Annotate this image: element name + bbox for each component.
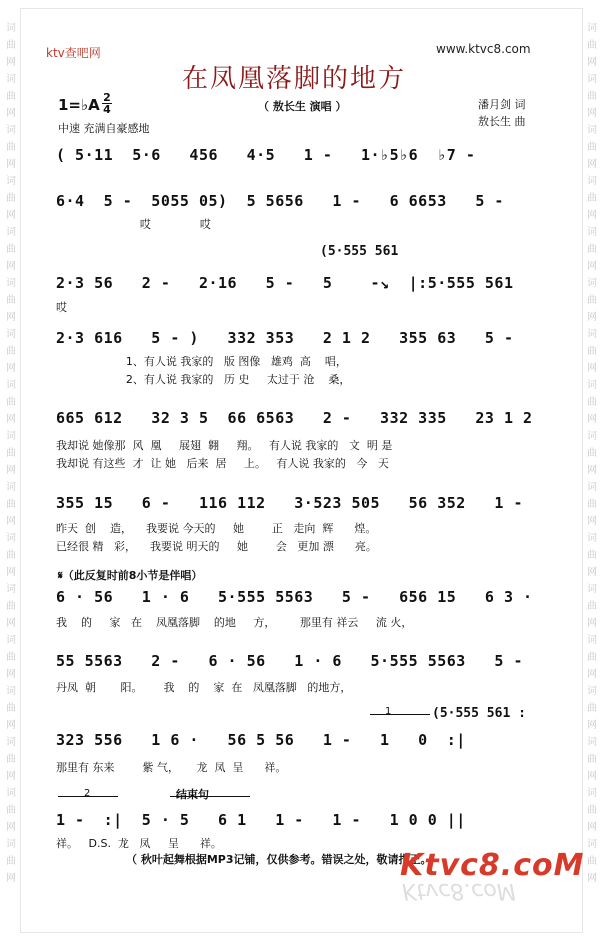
score-row-10: 1 - :| 5 · 5 6 1 1 - 1 - 1 0 0 || [56,811,466,829]
score-row-9: 323 556 1 6 · 56 5 56 1 - 1 0 :| [56,731,466,749]
site-logo-reflection: Ktvc8.coM [402,878,516,903]
score-row-8: 55 5563 2 - 6 · 56 1 · 6 5·555 5563 5 - [56,652,524,670]
lyric-row-3: 哎 [56,301,67,314]
transcriber-note: （ 秋叶起舞根据MP3记铺，仅供参考。错误之处，敬请指正。 [126,853,432,866]
volta-1-line [370,714,430,715]
lyricist-credit: 潘月剑 词 [478,98,526,111]
lyric-row-8: 丹凤 朝 阳。 我 的 家 在 凤凰落脚 的地方， [56,681,352,694]
score-row-7: 6 · 56 1 · 6 5·555 5563 5 - 656 15 6 3 · [56,588,533,606]
lyric-row-7: 我 的 家 在 凤凰落脚 的地 方， 那里有 祥云 流 火， [56,616,413,629]
lyric-row-5-verse-2: 我却说 有这些 才 让 她 后来 居 上。 有人说 我家的 今 天 [56,457,389,470]
time-bottom: 4 [103,103,111,116]
lyric-row-4-verse-2: 2、有人说 我家的 历 史 太过于 沧 桑， [56,373,351,386]
tempo-marking: 中速 充满自豪感地 [58,122,150,135]
score-row-9-overlay: (5·555 561 : [432,706,526,721]
site-url[interactable]: www.ktvc8.com [436,42,531,56]
score-row-6: 355 15 6 - 116 112 3·523 505 56 352 1 - [56,494,524,512]
lyric-row-4-verse-1: 1、有人说 我家的 版 图像 雄鸡 高 唱， [56,355,347,368]
brand-label: ktv查吧网 [46,46,101,60]
score-row-4: 2·3 616 5 - ) 332 353 2 1 2 355 63 5 - [56,329,514,347]
score-row-3-overlay: (5·555 561 [320,244,399,259]
time-signature [102,92,112,115]
time-top: 2 [103,91,111,104]
lyric-row-9: 那里有 东来 紫 气， 龙 凤 呈 祥。 [56,761,287,774]
lyric-row-2: 哎 哎 [56,218,211,231]
lyric-row-6-verse-1: 昨天 创 造， 我要说 今天的 她 正 走向 辉 煌。 [56,522,377,535]
lyric-row-5-verse-1: 我却说 她像那 风 凰 展翅 翱 翔。 有人说 我家的 文 明 是 [56,439,393,452]
side-watermark-left: 词 曲 网 词 曲 网 词 曲 网 词 曲 网 词 曲 网 词 曲 网 词 曲 网 词 曲 网 词 曲 网 词 曲 网 词 曲 网 词 曲 网 词 曲 网 词 曲 网 词 曲 网 词 曲 网 词 曲 网 [6,23,16,884]
side-watermark-right: 词 曲 网 词 曲 网 词 曲 网 词 曲 网 词 曲 网 词 曲 网 词 曲 网 词 曲 网 词 曲 网 词 曲 网 词 曲 网 词 曲 网 词 曲 网 词 曲 网 词 曲 网 词 曲 网 词 曲 网 [587,23,597,884]
key-signature: 1=♭A [58,96,100,114]
composer-credit: 敖长生 曲 [478,115,526,128]
score-row-3: 2·3 56 2 - 2·16 5 - 5 -↘ |:5·555 561 [56,274,514,292]
volta-1-label: 1 [385,706,392,717]
site-logo: Ktvc8.coM [400,848,585,883]
coda-label: 结束句 [176,788,209,801]
song-title: 在凤凰落脚的地方 [182,64,407,94]
score-row-1: ( 5·11 5·6 456 4·5 1 - 1·♭5♭6 ♭7 - [56,146,476,164]
segno-note: 𝄋（此反复时前8小节是伴唱） [58,569,203,582]
lyric-row-10: 祥。 D.S. 龙 凤 呈 祥。 [56,837,222,850]
volta-2-label: 2 [84,788,91,799]
score-row-2: 6·4 5 - 5055 05) 5 5656 1 - 6 6653 5 - [56,192,504,210]
singer-credit: （ 敖长生 演唱 ） [258,100,347,113]
credits [478,96,526,130]
lyric-row-6-verse-2: 已经很 精 彩， 我要说 明天的 她 会 更加 漂 亮。 [56,540,377,553]
score-row-5: 665 612 32 3 5 66 6563 2 - 332 335 23 1 2 [56,409,533,427]
